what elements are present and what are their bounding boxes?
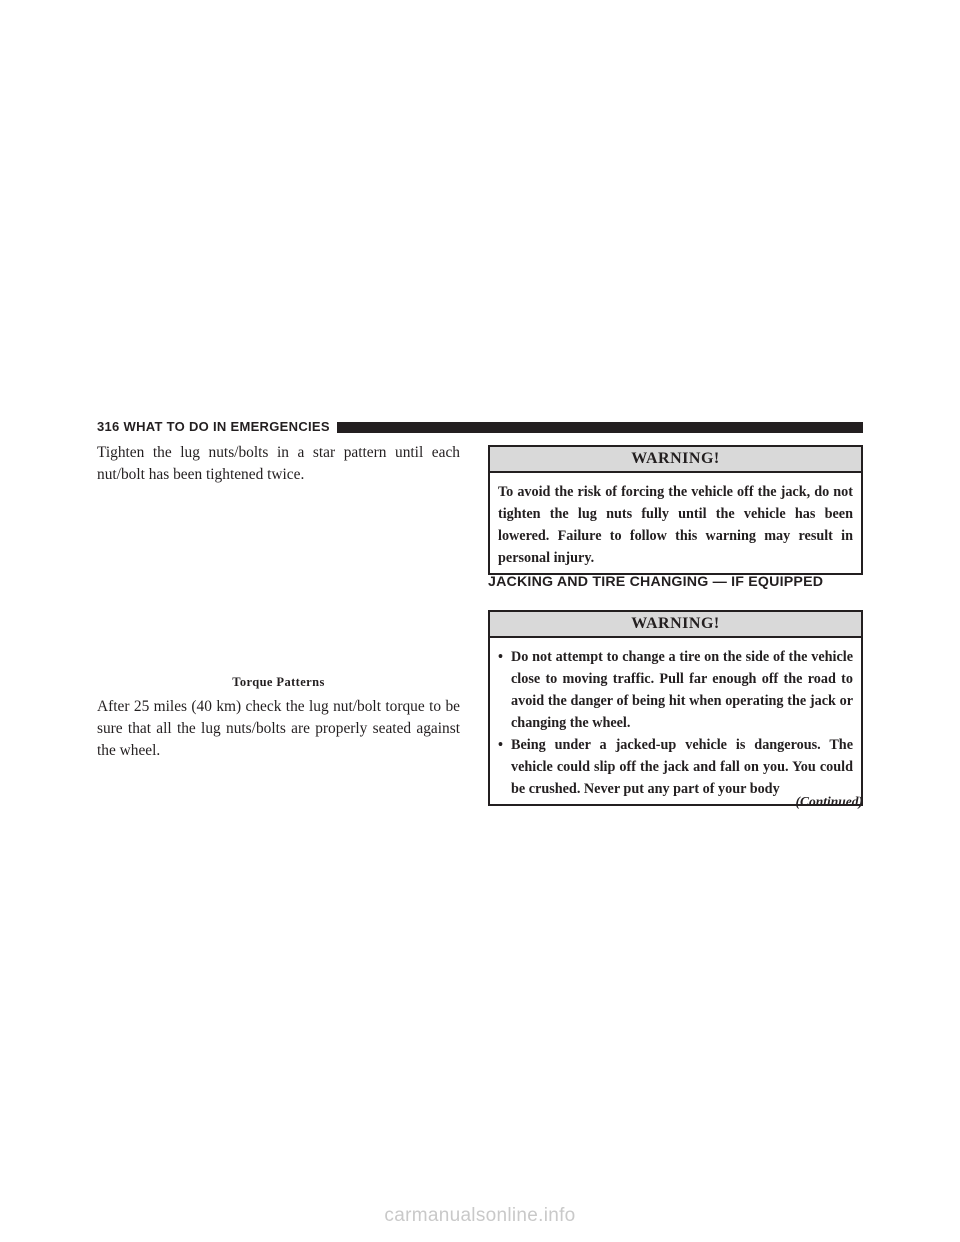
page-header [97, 414, 863, 438]
page-number-section: 316 WHAT TO DO IN EMERGENCIES [97, 419, 336, 434]
warning-title: WARNING! [490, 612, 861, 638]
intro-paragraph: Tighten the lug nuts/bolts in a star pattern until each nut/bolt has been tightened twice. [97, 444, 460, 483]
warning-title: WARNING! [490, 447, 861, 473]
warning-item-text: Being under a jacked-up vehicle is dangerous. The vehicle could slip off the jack and fall on you. You could be crushed. Never put any part of your body [511, 737, 853, 797]
warning-list-item [498, 646, 853, 734]
warning-box-2 [488, 610, 863, 806]
watermark: carmanualsonline.info [384, 1205, 576, 1226]
warning-item-text: Do not attempt to change a tire on the side of the vehicle close to moving traffic. Pull far enough off the road to avoid the danger of being hit when operating the jack or changing the wheel. [511, 649, 853, 731]
right-column-top [488, 445, 863, 575]
torque-patterns-figure [97, 486, 460, 696]
warning-body [490, 638, 861, 804]
after-paragraph: After 25 miles (40 km) check the lug nut/bolt torque to be sure that all the lug nuts/bolts are properly seated against the wheel. [97, 698, 460, 759]
right-column-bottom [488, 610, 863, 806]
warning-body [490, 473, 861, 573]
continued-note: (Continued) [795, 794, 863, 809]
header-rule [337, 422, 863, 433]
figure-caption: Torque Patterns [232, 675, 325, 689]
warning-box-1 [488, 445, 863, 575]
bullet-icon: • [498, 649, 503, 665]
warning-list-item [498, 734, 853, 800]
warning-list [498, 646, 853, 800]
left-column [97, 442, 460, 762]
warning-text: To avoid the risk of forcing the vehicle off the jack, do not tighten the lug nuts fully until the vehicle has been lowered. Failure to follow this warning may result in personal injury. [498, 484, 853, 566]
section-heading: JACKING AND TIRE CHANGING — IF EQUIPPED [488, 574, 824, 590]
bullet-icon: • [498, 737, 503, 753]
